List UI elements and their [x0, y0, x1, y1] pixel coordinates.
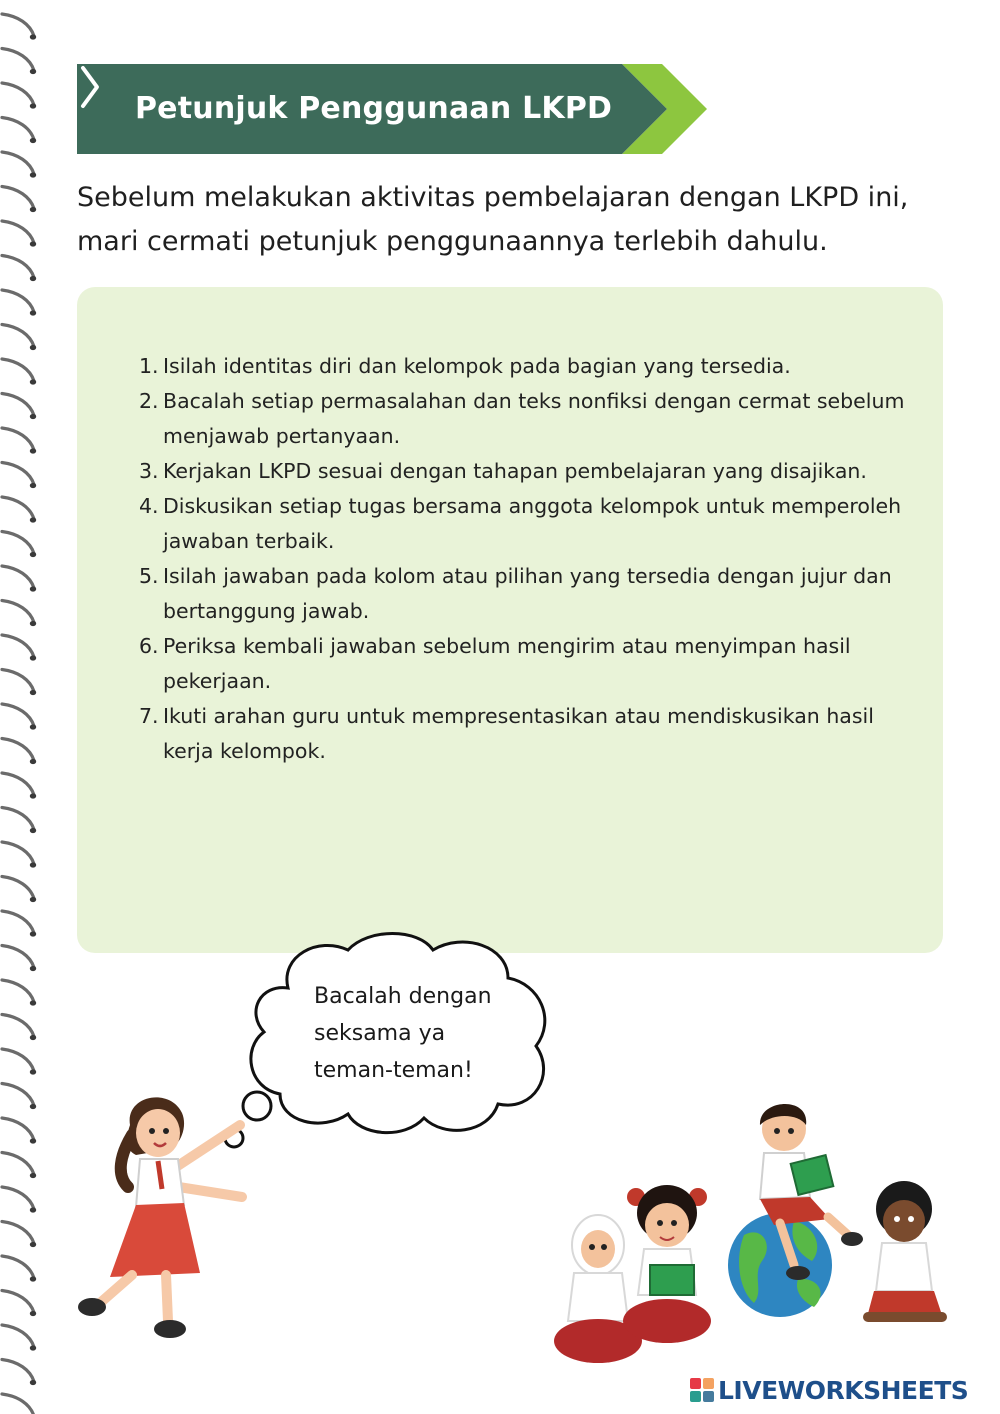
spiral-coil	[2, 946, 34, 968]
brand-name: LIVEWORKSHEETS	[718, 1375, 969, 1405]
spiral-coil	[2, 152, 34, 174]
spiral-hole	[30, 448, 36, 453]
spiral-coil	[2, 1153, 34, 1175]
spiral-coil	[2, 1394, 34, 1414]
spiral-hole	[30, 1311, 36, 1316]
spiral-coil	[2, 256, 34, 278]
spiral-coil	[2, 497, 34, 519]
spiral-hole	[30, 483, 36, 488]
step-number: 1.	[139, 354, 159, 378]
list-item	[139, 384, 929, 454]
spiral-hole	[30, 552, 36, 557]
list-item	[139, 489, 929, 559]
spiral-coil	[2, 14, 34, 36]
step-number: 3.	[139, 459, 159, 483]
spiral-coil	[2, 842, 34, 864]
spiral-hole	[30, 138, 36, 143]
step-number: 2.	[139, 389, 159, 413]
spiral-hole	[30, 1345, 36, 1350]
spiral-coil	[2, 601, 34, 623]
spiral-hole	[30, 241, 36, 246]
list-item	[139, 349, 929, 384]
section-header	[77, 64, 707, 154]
spiral-coil	[2, 1256, 34, 1278]
spiral-coil	[2, 635, 34, 657]
spiral-hole	[30, 724, 36, 729]
spiral-coil	[2, 187, 34, 209]
step-text: Ikuti arahan guru untuk mempresentasikan atau mendiskusikan hasil kerja kelompok.	[163, 704, 874, 763]
spiral-hole	[30, 310, 36, 315]
spiral-coil	[2, 394, 34, 416]
list-item	[139, 559, 929, 629]
spiral-coil	[2, 1187, 34, 1209]
spiral-hole	[30, 379, 36, 384]
spiral-coil	[2, 221, 34, 243]
step-text: Periksa kembali jawaban sebelum mengirim atau menyimpan hasil pekerjaan.	[163, 634, 851, 693]
spiral-hole	[30, 690, 36, 695]
spiral-hole	[30, 586, 36, 591]
spiral-hole	[30, 655, 36, 660]
step-text: Isilah jawaban pada kolom atau pilihan yang tersedia dengan jujur dan bertanggung jawab.	[163, 564, 892, 623]
spiral-hole	[30, 1000, 36, 1005]
spiral-hole	[30, 1138, 36, 1143]
spiral-coil	[2, 428, 34, 450]
bubble-line-2: seksama ya	[314, 1021, 446, 1046]
spiral-hole	[30, 621, 36, 626]
spiral-coil	[2, 911, 34, 933]
spiral-hole	[30, 1380, 36, 1385]
spiral-hole	[30, 897, 36, 902]
step-text: Kerjakan LKPD sesuai dengan tahapan pembelajaran yang disajikan.	[163, 459, 867, 483]
spiral-hole	[30, 793, 36, 798]
spiral-coil	[2, 290, 34, 312]
students-group-globe-illustration	[548, 1085, 958, 1375]
spiral-hole	[30, 966, 36, 971]
spiral-coil	[2, 1291, 34, 1313]
bubble-text	[314, 978, 534, 1089]
spiral-hole	[30, 1207, 36, 1212]
intro-line-1: Sebelum melakukan aktivitas pembelajaran dengan LKPD ini,	[77, 182, 909, 213]
step-number: 4.	[139, 494, 159, 518]
step-number: 6.	[139, 634, 159, 658]
spiral-coil	[2, 566, 34, 588]
bubble-line-1: Bacalah dengan	[314, 984, 492, 1009]
spiral-hole	[30, 828, 36, 833]
spiral-coil	[2, 1222, 34, 1244]
list-item	[139, 699, 929, 769]
step-number: 5.	[139, 564, 159, 588]
spiral-hole	[30, 103, 36, 108]
spiral-coil	[2, 980, 34, 1002]
spiral-hole	[30, 1173, 36, 1178]
spiral-coil	[2, 808, 34, 830]
spiral-coil	[2, 739, 34, 761]
spiral-hole	[30, 1035, 36, 1040]
step-text: Diskusikan setiap tugas bersama anggota kelompok untuk memperoleh jawaban terbaik.	[163, 494, 902, 553]
page-title: Petunjuk Penggunaan LKPD	[135, 91, 613, 126]
spiral-hole	[30, 862, 36, 867]
list-item	[139, 629, 929, 699]
spiral-coil	[2, 49, 34, 71]
spiral-coil	[2, 877, 34, 899]
intro-line-2: mari cermati petunjuk penggunaannya terlebih dahulu.	[77, 226, 828, 257]
spiral-hole	[30, 207, 36, 212]
spiral-hole	[30, 1069, 36, 1074]
instructions-panel	[77, 287, 943, 953]
spiral-coil	[2, 118, 34, 140]
spiral-coil	[2, 1049, 34, 1071]
spiral-coil	[2, 704, 34, 726]
spiral-coil	[2, 359, 34, 381]
spiral-hole	[30, 759, 36, 764]
spiral-coil	[2, 1360, 34, 1382]
step-text: Isilah identitas diri dan kelompok pada bagian yang tersedia.	[163, 354, 791, 378]
bubble-line-3: teman-teman!	[314, 1058, 473, 1083]
spiral-hole	[30, 931, 36, 936]
spiral-hole	[30, 517, 36, 522]
spiral-coil	[2, 773, 34, 795]
spiral-hole	[30, 1104, 36, 1109]
spiral-hole	[30, 414, 36, 419]
chevron-right-icon	[77, 64, 103, 110]
spiral-coil	[2, 83, 34, 105]
intro-text	[77, 176, 947, 264]
spiral-hole	[30, 276, 36, 281]
spiral-hole	[30, 1276, 36, 1281]
spiral-coil	[2, 670, 34, 692]
spiral-hole	[30, 345, 36, 350]
liveworksheets-brand	[690, 1372, 968, 1408]
list-item	[139, 454, 929, 489]
spiral-coil	[2, 1084, 34, 1106]
spiral-hole	[30, 34, 36, 39]
step-number: 7.	[139, 704, 159, 728]
spiral-coil	[2, 1118, 34, 1140]
spiral-binding	[0, 0, 50, 1414]
spiral-coil	[2, 1015, 34, 1037]
spiral-coil	[2, 1325, 34, 1347]
spiral-coil	[2, 325, 34, 347]
instructions-list	[139, 349, 929, 769]
spiral-coil	[2, 532, 34, 554]
spiral-hole	[30, 1242, 36, 1247]
liveworksheets-logo-icon	[690, 1378, 714, 1402]
spiral-hole	[30, 172, 36, 177]
step-text: Bacalah setiap permasalahan dan teks nonfiksi dengan cermat sebelum menjawab pertanyaan.	[163, 389, 905, 448]
spiral-hole	[30, 69, 36, 74]
student-girl-illustration	[70, 1085, 260, 1345]
spiral-coil	[2, 463, 34, 485]
